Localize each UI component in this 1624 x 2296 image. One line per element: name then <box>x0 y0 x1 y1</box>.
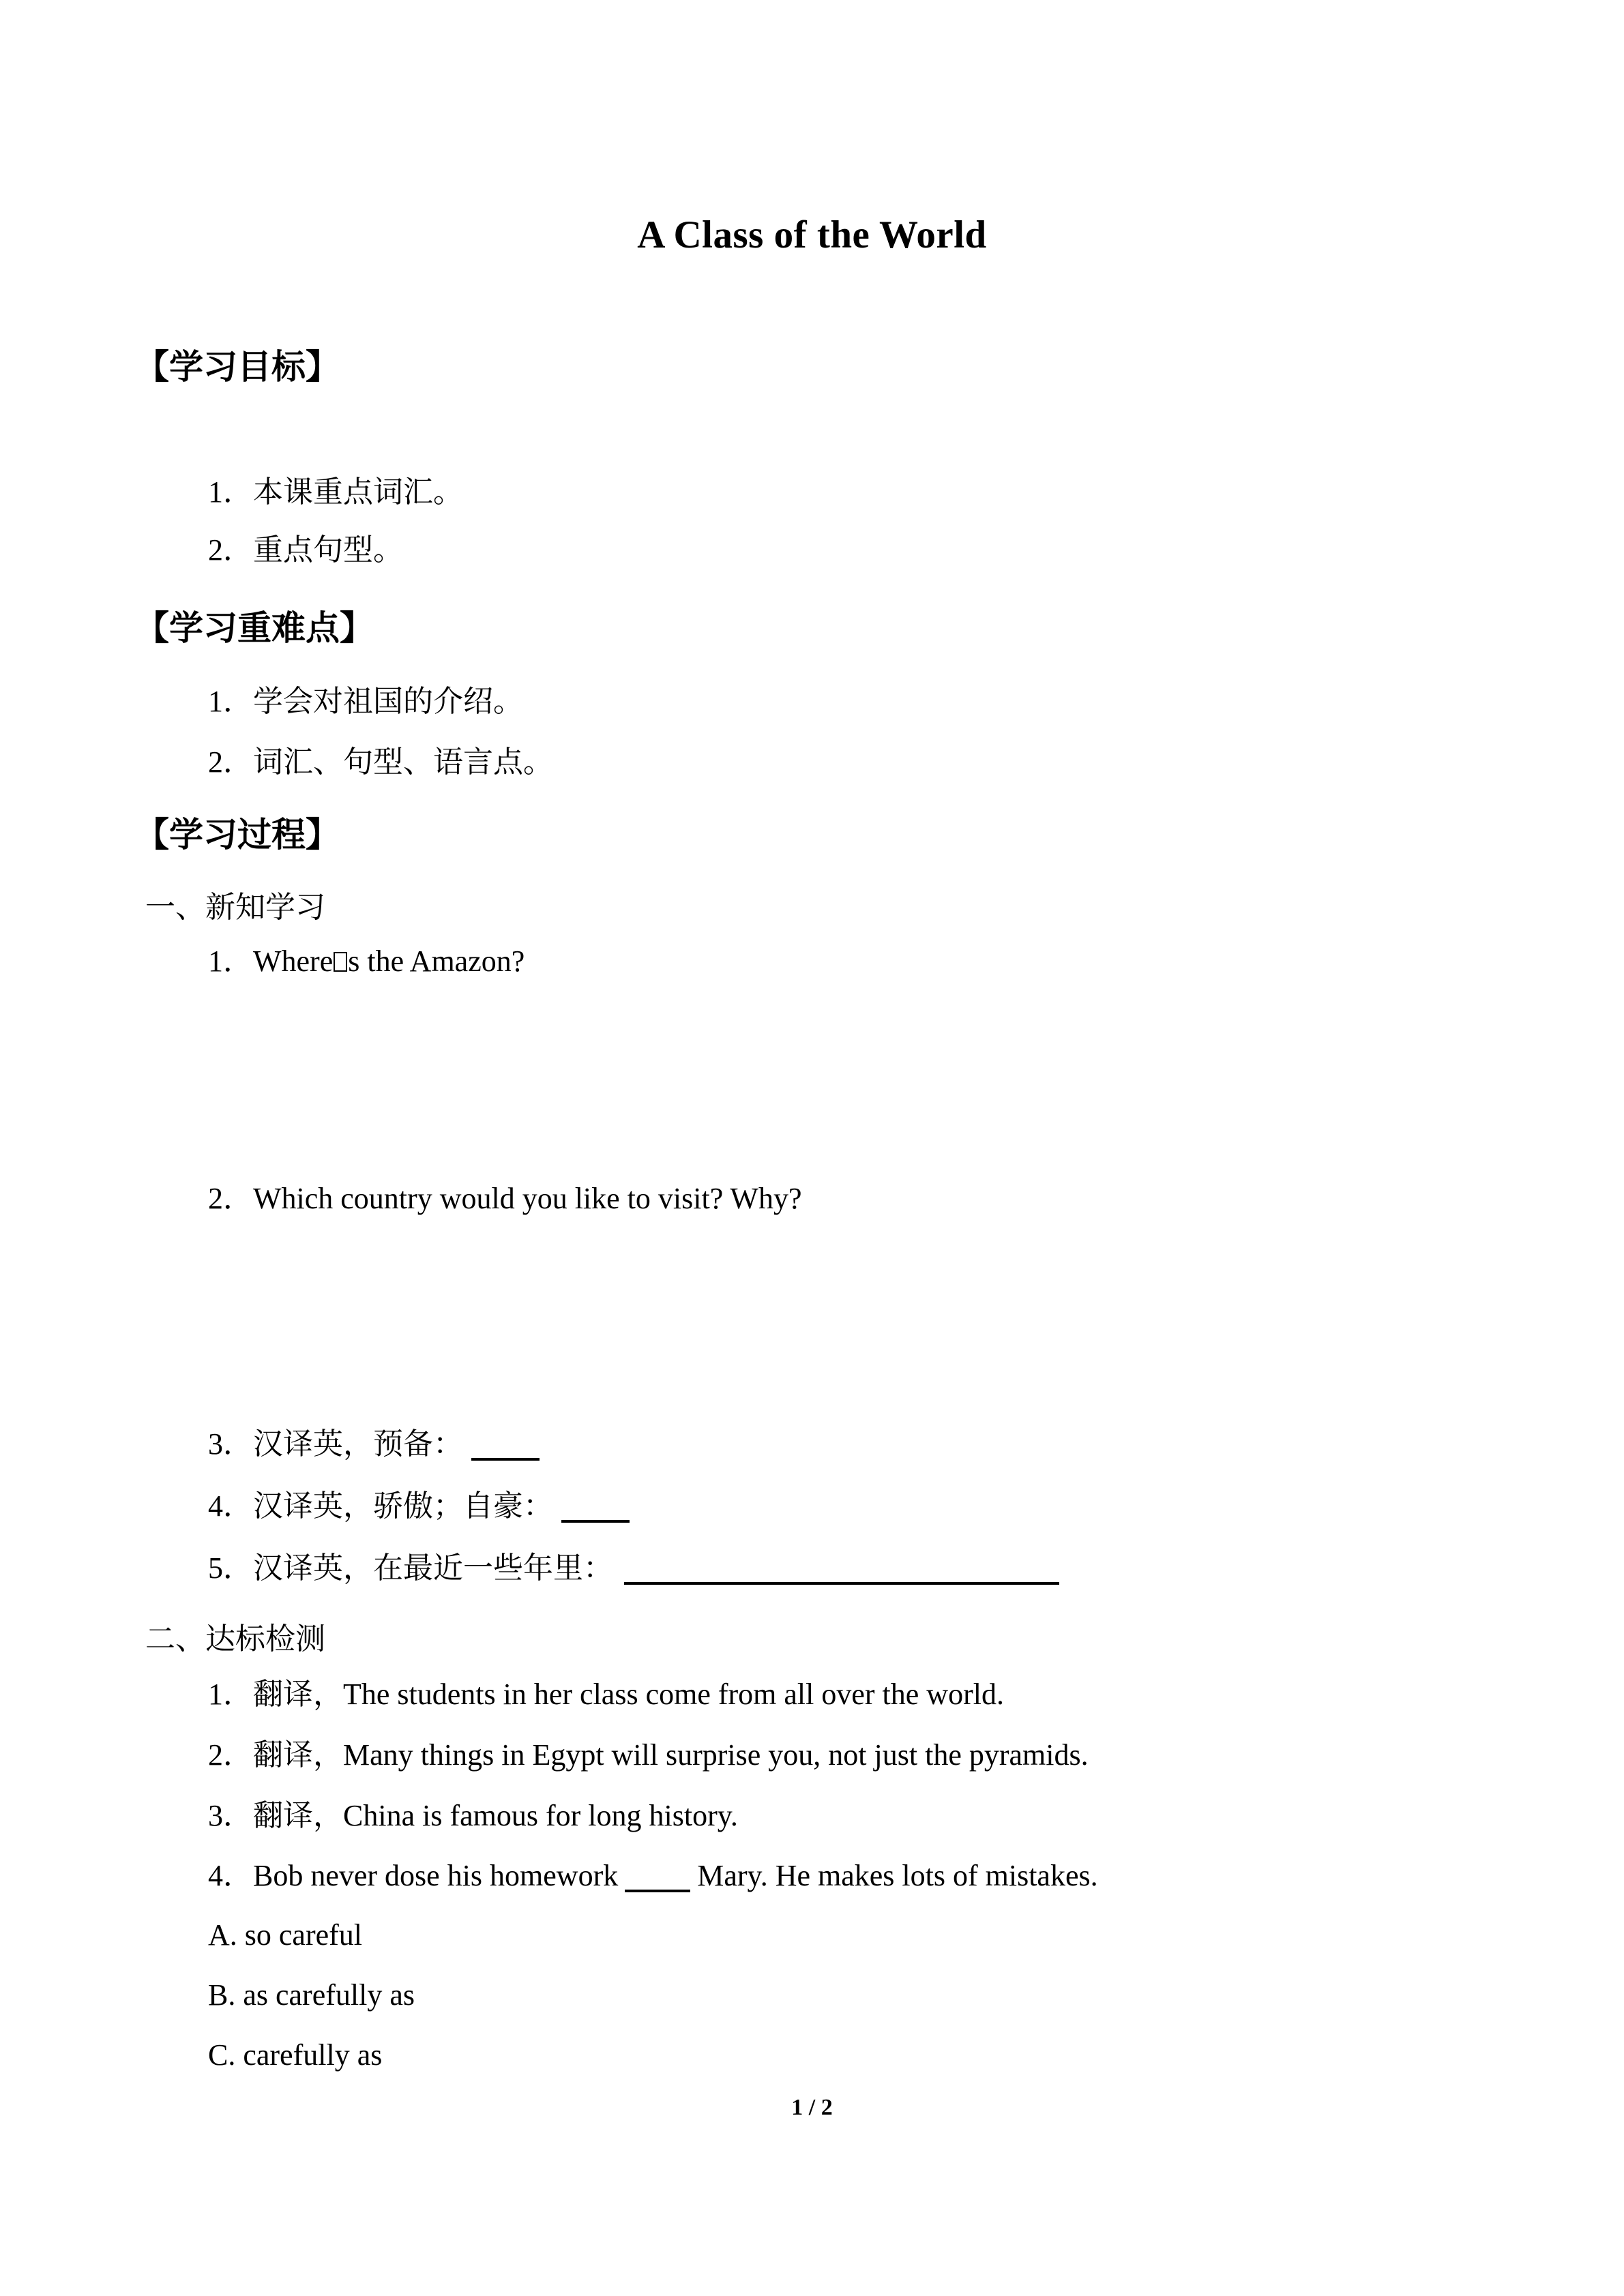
new-learning-question-1-suffix: s the Amazon? <box>348 944 525 978</box>
choice-option-b[interactable]: B. as carefully as <box>208 1978 415 2012</box>
section-heading-key-points: 【学习重难点】 <box>135 609 374 647</box>
assessment-question-4-suffix: Mary. He makes lots of mistakes. <box>697 1859 1098 1892</box>
assessment-question-3: 3．翻译，China is famous for long history. <box>208 1799 738 1832</box>
new-learning-question-5-text: 5．汉译英，在最近一些年里： <box>208 1551 613 1585</box>
section-heading-process: 【学习过程】 <box>135 816 340 854</box>
new-learning-question-1-prefix: 1．Where <box>208 944 334 978</box>
part-heading-assessment: 二、达标检测 <box>145 1622 325 1656</box>
assessment-question-1: 1．翻译，The students in her class come from all over the world. <box>208 1678 1004 1711</box>
assessment-question-4-prefix: 4．Bob never dose his homework <box>208 1859 619 1892</box>
assessment-question-4 <box>208 1857 1098 1894</box>
choice-option-a[interactable]: A. so careful <box>208 1918 363 1952</box>
answer-blank-q3[interactable] <box>471 1458 540 1461</box>
page-number-footer: 1 / 2 <box>791 2095 833 2120</box>
new-learning-question-5 <box>208 1549 1059 1587</box>
new-learning-question-1 <box>208 942 525 980</box>
key-points-item-1: 1．学会对祖国的介绍。 <box>208 685 523 718</box>
missing-glyph-box-icon <box>334 952 347 972</box>
page-title: A Class of the World <box>637 213 987 256</box>
objectives-item-2: 2．重点句型。 <box>208 533 403 567</box>
new-learning-question-3-text: 3．汉译英，预备： <box>208 1427 463 1461</box>
answer-blank-q4-assessment[interactable] <box>625 1890 690 1892</box>
answer-blank-q4[interactable] <box>561 1520 630 1523</box>
answer-blank-q5[interactable] <box>624 1582 1059 1585</box>
part-heading-new-learning: 一、新知学习 <box>145 891 325 924</box>
new-learning-question-4 <box>208 1487 630 1525</box>
key-points-item-2: 2．词汇、句型、语言点。 <box>208 745 553 779</box>
section-heading-objectives: 【学习目标】 <box>135 348 340 386</box>
assessment-question-2: 2．翻译，Many things in Egypt will surprise you, not just the pyramids. <box>208 1738 1089 1772</box>
new-learning-question-2: 2．Which country would you like to visit? Why? <box>208 1182 802 1215</box>
new-learning-question-3 <box>208 1425 540 1463</box>
new-learning-question-4-text: 4．汉译英，骄傲；自豪： <box>208 1489 553 1523</box>
choice-option-c[interactable]: C. carefully as <box>208 2038 383 2072</box>
objectives-item-1: 1．本课重点词汇。 <box>208 475 463 509</box>
